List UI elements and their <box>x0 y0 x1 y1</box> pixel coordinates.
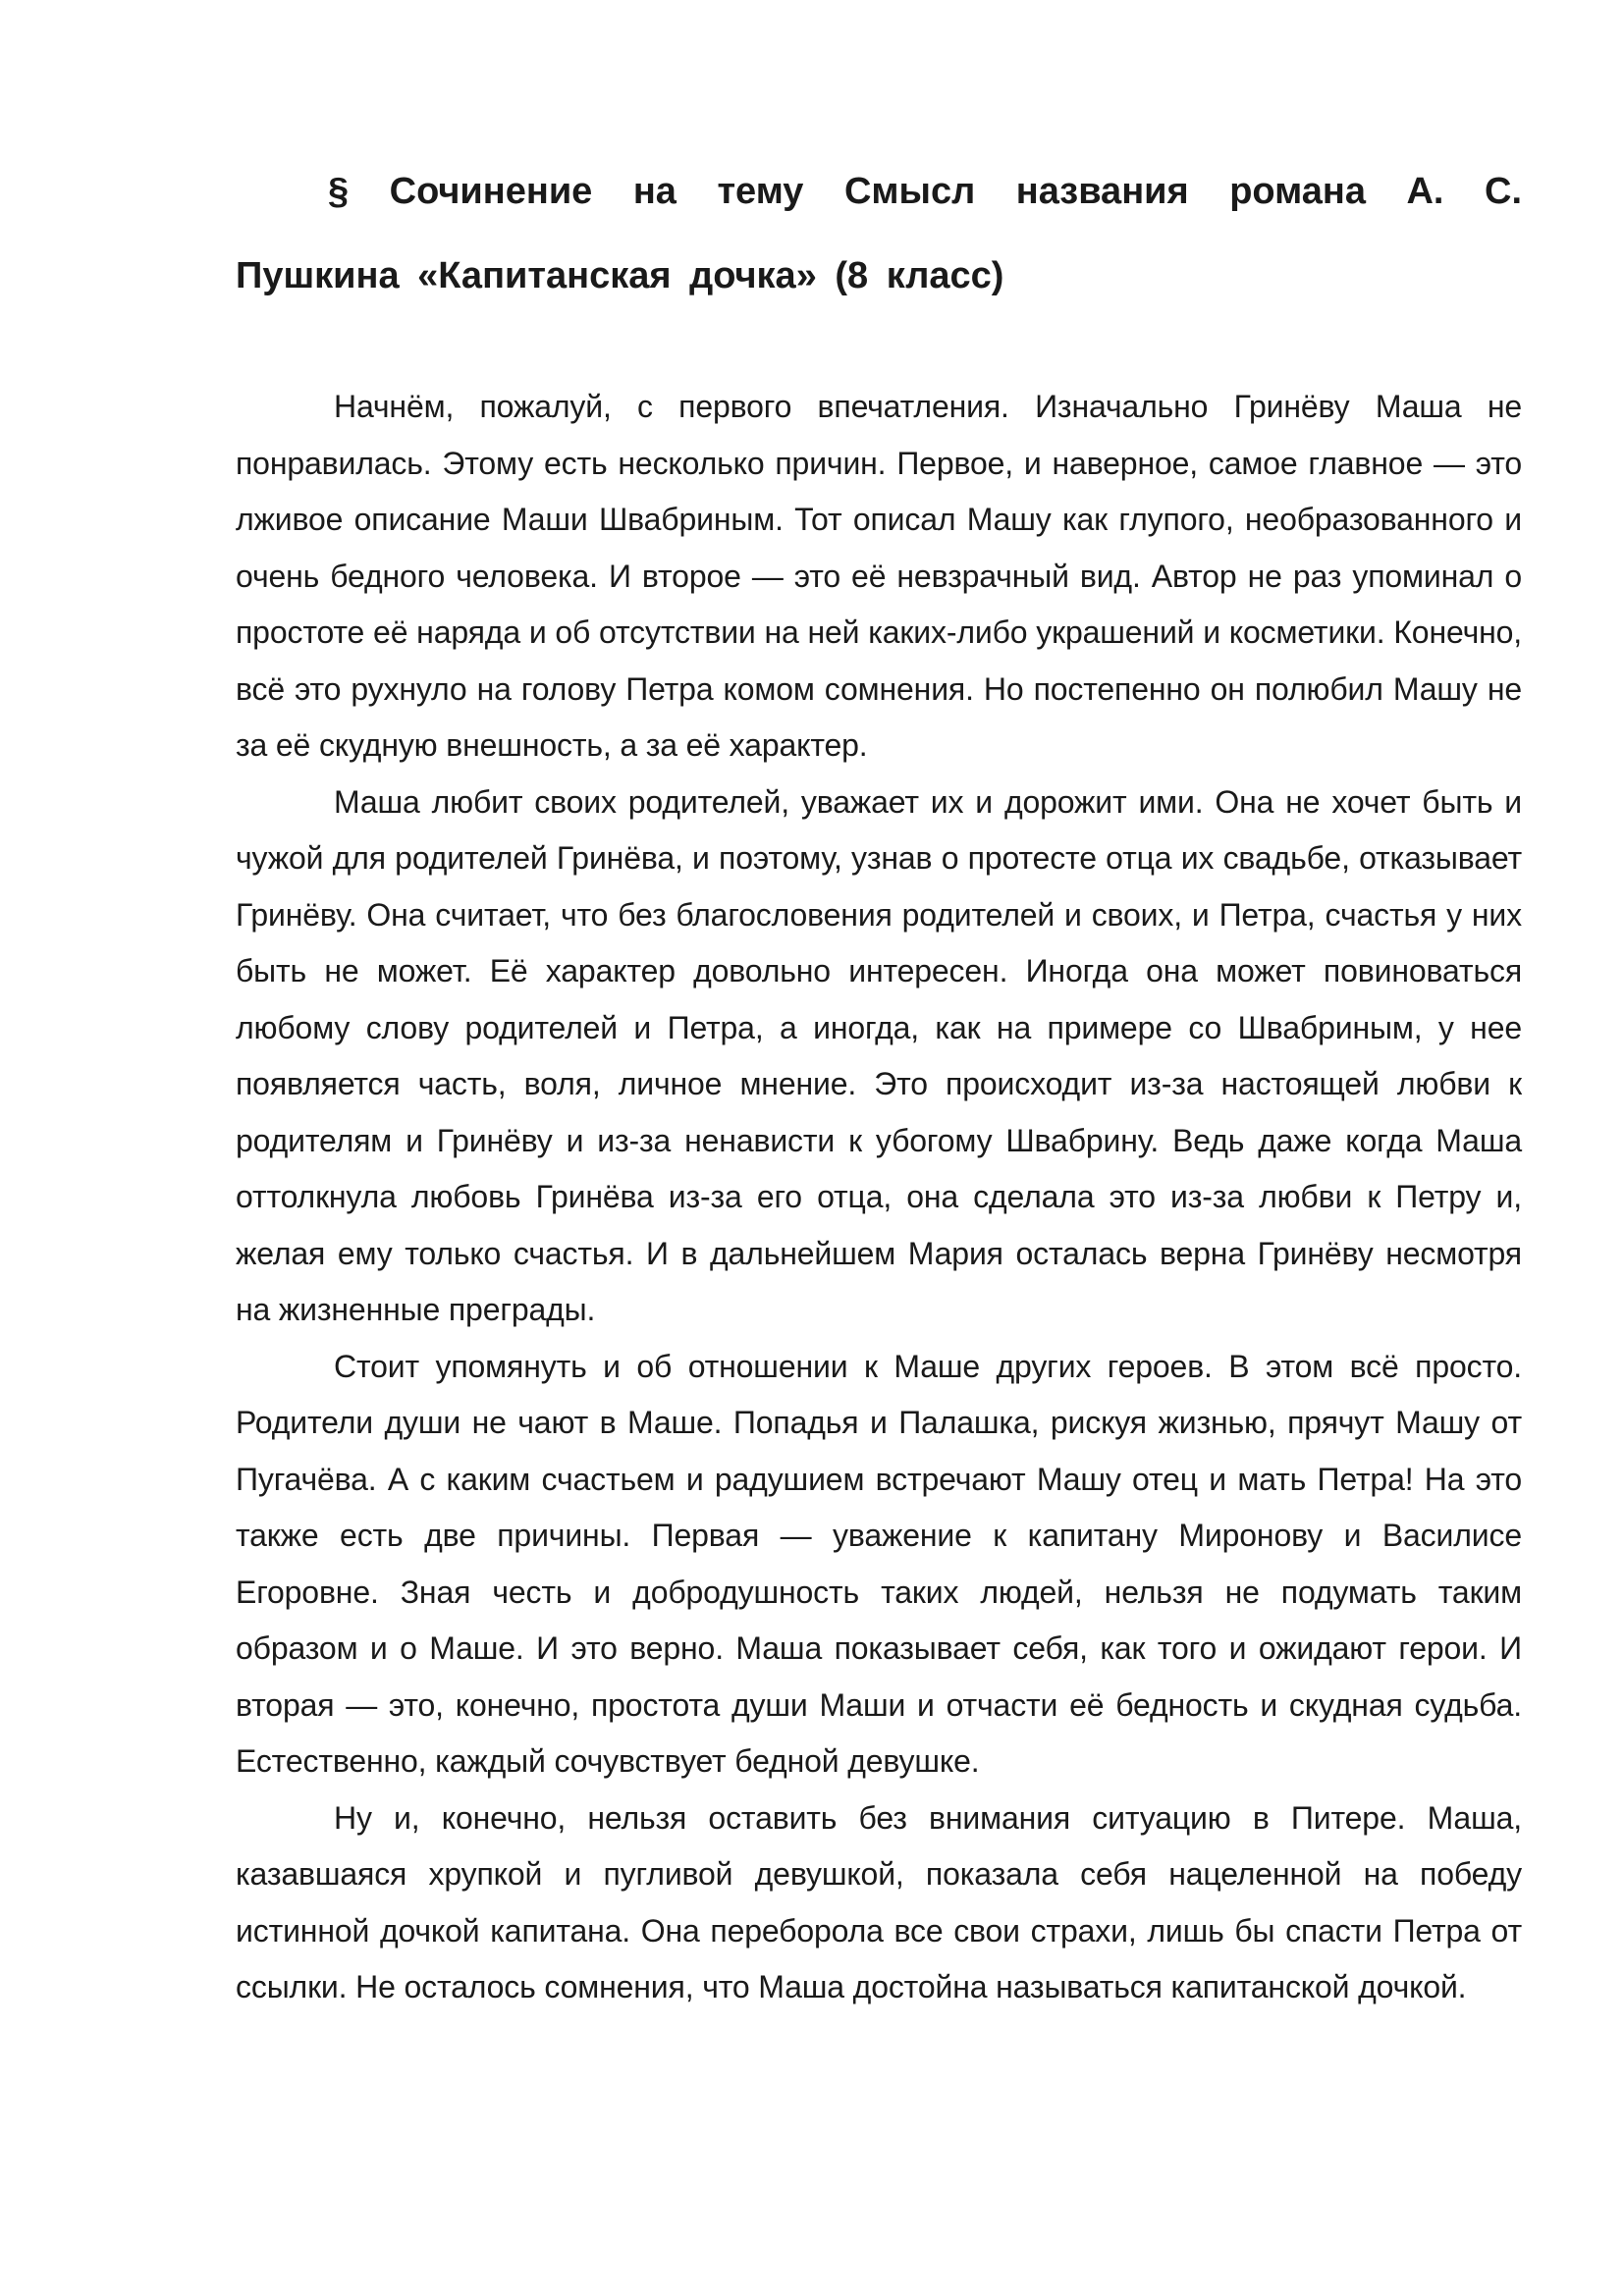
paragraph-3: Стоит упомянуть и об отношении к Маше других героев. В этом всё просто. Родители души не чают в Маше. Попадья и Палашка, рискуя жизнью, прячут Машу от Пугачёва. А с каким счастьем и радушием встречают Машу отец и мать Петра! На это также есть две причины. Первая — уважение к капитану Миронову и Василисе Егоровне. Зная честь и добродушность таких людей, нельзя не подумать таким образом и о Маше. И это верно. Маша показывает себя, как того и ожидают герои. И вторая — это, конечно, простота души Маши и отчасти её бедность и скудная судьба. Естественно, каждый сочувствует бедной девушке. <box>236 1348 1522 1779</box>
paragraph-4: Ну и, конечно, нельзя оставить без внимания ситуацию в Питере. Маша, казавшаяся хрупкой и пугливой девушкой, показала себя нацеленной на победу истинной дочкой капитана. Она переборола все свои страхи, лишь бы спасти Петра от ссылки. Не осталось сомнения, что Маша достойна называться капитанской дочкой. <box>236 1799 1522 2004</box>
paragraph-2: Маша любит своих родителей, уважает их и дорожит ими. Она не хочет быть и чужой для родителей Гринёва, и поэтому, узнав о протесте отца их свадьбе, отказывает Гринёву. Она считает, что без благословения родителей и своих, и Петра, счастья у них быть не может. Её характер довольно интересен. Иногда она может повиноваться любому слову родителей и Петра, а иногда, как на примере со Швабриным, у нее появляется часть, воля, личное мнение. Это происходит из-за настоящей любви к родителям и Гринёву и из-за ненависти к убогому Швабрину. Ведь даже когда Маша оттолкнула любовь Гринёва из-за его отца, она сделала это из-за любви к Петру и, желая ему только счастья. И в дальнейшем Мария осталась верна Гринёву несмотря на жизненные преграды. <box>236 783 1522 1327</box>
document-title: § Сочинение на тему Смысл названия романа А. С. Пушкина «Капитанская дочка» (8 класс) <box>236 171 1522 296</box>
paragraph-1: Начнём, пожалуй, с первого впечатления. Изначально Гринёву Маша не понравилась. Этому есть несколько причин. Первое, и наверное, самое главное — это лживое описание Маши Швабриным. Тот описал Машу как глупого, необразованного и очень бедного человека. И второе — это её невзрачный вид. Автор не раз упоминал о простоте её наряда и об отсутствии на ней каких-либо украшений и косметики. Конечно, всё это рухнуло на голову Петра комом сомнения. Но постепенно он полюбил Машу не за её скудную внешность, а за её характер. <box>236 389 1522 763</box>
document-page <box>236 149 1522 2016</box>
